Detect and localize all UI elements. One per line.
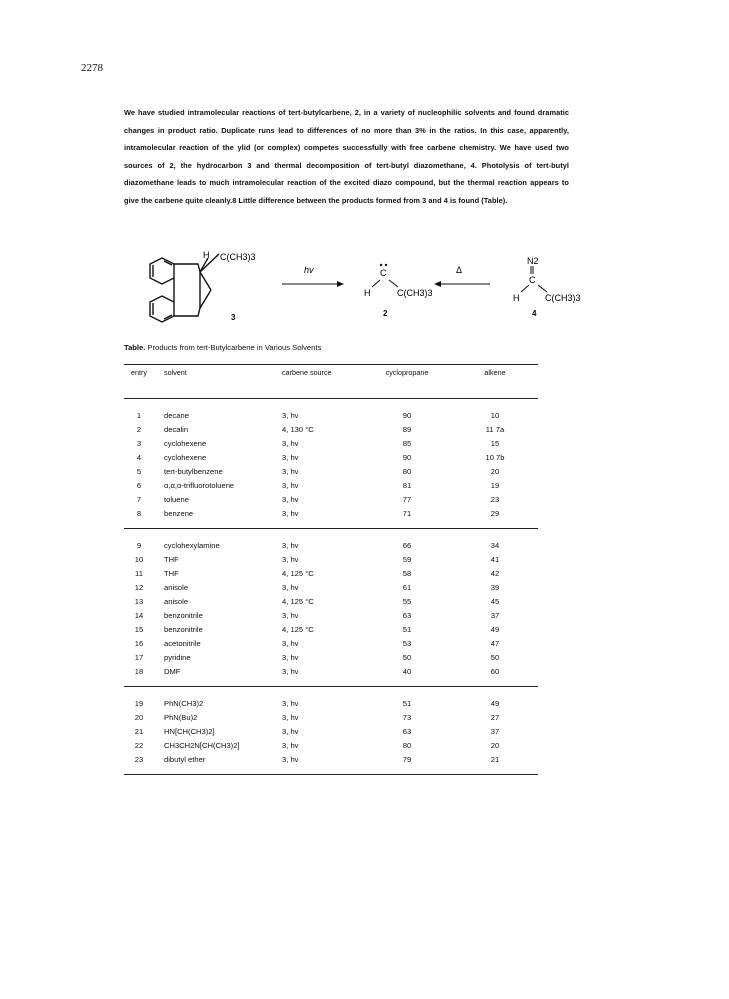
cell-solvent: benzene [154,506,282,529]
cell-cyclopropane: 73 [402,712,412,722]
cell-entry: 21 [134,726,144,736]
header-cyclopropane: cyclopropane [385,368,429,377]
cell-entry: 14 [134,610,144,620]
cell-carbene-source: 3, hv [282,726,299,736]
paragraph-text: We have studied intramolecular reactions of tert-butylcarbene, 2, in a variety of nucleophilic solvents and found dramatic changes in product ratio. Duplicate runs lead to differences of no more than 3% in the ratios. In this case, apparently, intramolecular reaction of the ylid (or complex) competes successfully with free carbene chemistry. We have used two sources of 2, the hydrocarbon 3 and thermal decomposition of tert-butyl diazomethane, 4. Photolysis of tert-butyl diazomethane leads to much intramolecular reaction of the excited diazo compound, but the thermal reaction appears to give the carbene quite cleanly.8 Little difference between the products formed from 3 and 4 is found (Table). [124,108,569,205]
table-caption [124,343,321,352]
cell-cyclopropane: 58 [402,568,412,578]
cell-alkene: 23 [490,494,500,504]
cell-alkene: 47 [490,638,500,648]
cell-carbene-source: 3, hv [282,712,299,722]
diazo-h-label: H [513,293,520,303]
cell-solvent: cyclohexene [164,452,207,462]
cell-solvent: anisole [164,582,189,592]
diazo-c-label: C [529,275,536,285]
table-row [124,636,538,650]
cell-cyclopropane: 59 [402,554,412,564]
reaction-scheme [140,250,581,334]
cell-entry: 11 [135,568,143,578]
cell-alkene: 20 [490,740,500,750]
cell-entry: 5 [136,466,142,476]
cell-cyclopropane: 66 [402,540,412,550]
table-row [124,752,538,775]
cell-solvent: CH3CH2N[CH(CH3)2] [164,740,240,750]
cell-carbene-source: 3, hv [282,610,299,620]
cell-alkene: 21 [452,752,538,775]
cell-solvent: decane [164,410,189,420]
table-row [124,724,538,738]
cell-carbene-source: 3, hv [282,582,299,592]
cell-alkene: 11 7a [485,424,505,434]
cell-solvent: PhN(CH3)2 [164,698,204,708]
diazo-tbu-label: C(CH3)3 [545,293,581,303]
cell-cyclopropane: 90 [402,452,412,462]
hydrocarbon-h-label: H [203,250,210,260]
cell-solvent: benzonitrile [164,624,203,634]
cell-alkene: 39 [490,582,500,592]
table-row [124,552,538,566]
hydrocarbon-3-structure [150,254,219,322]
table-row [124,478,538,492]
products-table [124,364,538,775]
cell-carbene-source: 3, hv [282,494,299,504]
cell-carbene-source: 3, hv [282,664,362,687]
cell-alkene: 34 [490,540,500,550]
table-row [124,650,538,664]
arrow-hv-label: hv [304,265,314,275]
table-header-row [124,365,538,399]
cell-entry: 13 [134,596,144,606]
table-caption-text: Products from tert-Butylcarbene in Various Solvents [147,343,322,352]
cell-solvent: THF [164,554,179,564]
cell-cyclopropane: 80 [402,466,412,476]
header-carbene-source: carbene source [282,368,332,377]
cell-alkene: 19 [490,480,500,490]
table-row [124,492,538,506]
cell-alkene: 37 [490,610,500,620]
cell-entry: 7 [136,494,142,504]
cell-solvent: acetonitrile [164,638,201,648]
cell-carbene-source: 3, hv [282,466,299,476]
cell-cyclopropane: 40 [362,664,452,687]
thermal-arrowhead [434,281,441,287]
cell-solvent: tert-butylbenzene [164,466,223,476]
compound-3-label: 3 [231,313,236,322]
cell-entry: 17 [134,652,144,662]
cell-cyclopropane: 79 [362,752,452,775]
arrow-delta-label: Δ [456,265,463,275]
cell-solvent: anisole [164,596,189,606]
table-row [124,664,538,687]
cell-alkene: 50 [490,652,500,662]
cell-carbene-source: 3, hv [282,410,299,420]
page-number: 2278 [81,62,103,74]
cell-solvent: HN[CH(CH3)2] [164,726,215,736]
cell-solvent: pyridine [164,652,191,662]
cell-cyclopropane: 51 [402,698,412,708]
cell-alkene: 45 [490,596,500,606]
cell-cyclopropane: 55 [402,596,412,606]
cell-entry: 4 [136,452,142,462]
cell-cyclopropane: 63 [402,726,412,736]
table-row [124,422,538,436]
table-row [124,710,538,724]
cell-carbene-source: 4, 125 °C [282,624,314,634]
table-row [124,608,538,622]
cell-solvent: α,α,α-trifluorotoluene [164,480,235,490]
cell-entry: 8 [124,506,154,529]
cell-solvent: THF [164,568,179,578]
cell-cyclopropane: 90 [402,410,412,420]
carbene-tbu-label: C(CH3)3 [397,288,433,298]
cell-alkene: 42 [490,568,500,578]
cell-cyclopropane: 61 [402,582,412,592]
table-row [124,594,538,608]
compound-2-label: 2 [383,309,388,318]
cell-alkene: 27 [490,712,500,722]
table-row [124,399,538,423]
cell-solvent: toluene [164,494,189,504]
carbene-c-label: C [380,268,387,278]
cell-alkene: 60 [452,664,538,687]
cell-entry: 20 [134,712,144,722]
carbene-h-label: H [364,288,371,298]
cell-carbene-source: 3, hv [282,438,299,448]
cell-solvent: cyclohexylamine [164,540,220,550]
cell-carbene-source: 3, hv [282,540,299,550]
cell-alkene: 29 [452,506,538,529]
cell-entry: 12 [134,582,144,592]
table-row [124,450,538,464]
cell-carbene-source: 3, hv [282,506,362,529]
table-row [124,506,538,529]
cell-alkene: 10 7b [485,452,505,462]
table-row [124,580,538,594]
table-row [124,464,538,478]
header-solvent: solvent [164,368,187,377]
body-paragraph [124,104,569,210]
cell-carbene-source: 3, hv [282,638,299,648]
cell-alkene: 37 [490,726,500,736]
cell-entry: 10 [134,554,144,564]
cell-entry: 16 [134,638,144,648]
cell-carbene-source: 3, hv [282,740,299,750]
cell-entry: 6 [136,480,142,490]
photolysis-arrowhead [337,281,344,287]
cell-carbene-source: 3, hv [282,752,362,775]
table-caption-label: Table. [124,343,146,352]
cell-cyclopropane: 71 [362,506,452,529]
cell-cyclopropane: 77 [402,494,412,504]
hydrocarbon-tbu-label: C(CH3)3 [220,252,256,262]
cell-entry: 23 [124,752,154,775]
cell-cyclopropane: 81 [402,480,412,490]
cell-cyclopropane: 51 [402,624,412,634]
header-entry: entry [131,368,147,377]
cell-entry: 3 [136,438,142,448]
cell-carbene-source: 3, hv [282,698,299,708]
cell-solvent: DMF [154,664,282,687]
cell-carbene-source: 4, 130 °C [282,424,314,434]
cell-cyclopropane: 85 [402,438,412,448]
cell-solvent: PhN(Bu)2 [164,712,198,722]
cell-alkene: 10 [490,410,500,420]
compound-4-label: 4 [532,309,537,318]
cell-alkene: 15 [490,438,500,448]
cell-cyclopropane: 53 [402,638,412,648]
table-row [124,529,538,553]
table-row [124,436,538,450]
cell-alkene: 49 [490,698,500,708]
cell-solvent: benzonitrile [164,610,203,620]
cell-entry: 19 [134,698,144,708]
cell-carbene-source: 3, hv [282,480,299,490]
cell-solvent: dibutyl ether [154,752,282,775]
cell-solvent: cyclohexene [164,438,207,448]
cell-alkene: 49 [490,624,500,634]
table-row [124,622,538,636]
cell-alkene: 20 [490,466,500,476]
cell-cyclopropane: 89 [402,424,412,434]
table-row [124,566,538,580]
table-row [124,738,538,752]
cell-entry: 15 [134,624,144,634]
cell-carbene-source: 4, 125 °C [282,596,314,606]
header-alkene: alkene [484,368,506,377]
cell-carbene-source: 3, hv [282,554,299,564]
cell-cyclopropane: 63 [402,610,412,620]
diazo-n2-label: N2 [527,256,539,266]
cell-entry: 2 [136,424,142,434]
cell-solvent: decalin [164,424,189,434]
cell-carbene-source: 4, 125 °C [282,568,314,578]
cell-carbene-source: 3, hv [282,452,299,462]
cell-entry: 9 [136,540,142,550]
cell-entry: 22 [134,740,144,750]
cell-alkene: 41 [490,554,500,564]
cell-carbene-source: 3, hv [282,652,299,662]
cell-cyclopropane: 80 [402,740,412,750]
table-row [124,687,538,711]
cell-entry: 1 [136,410,142,420]
cell-entry: 18 [124,664,154,687]
cell-cyclopropane: 50 [402,652,412,662]
